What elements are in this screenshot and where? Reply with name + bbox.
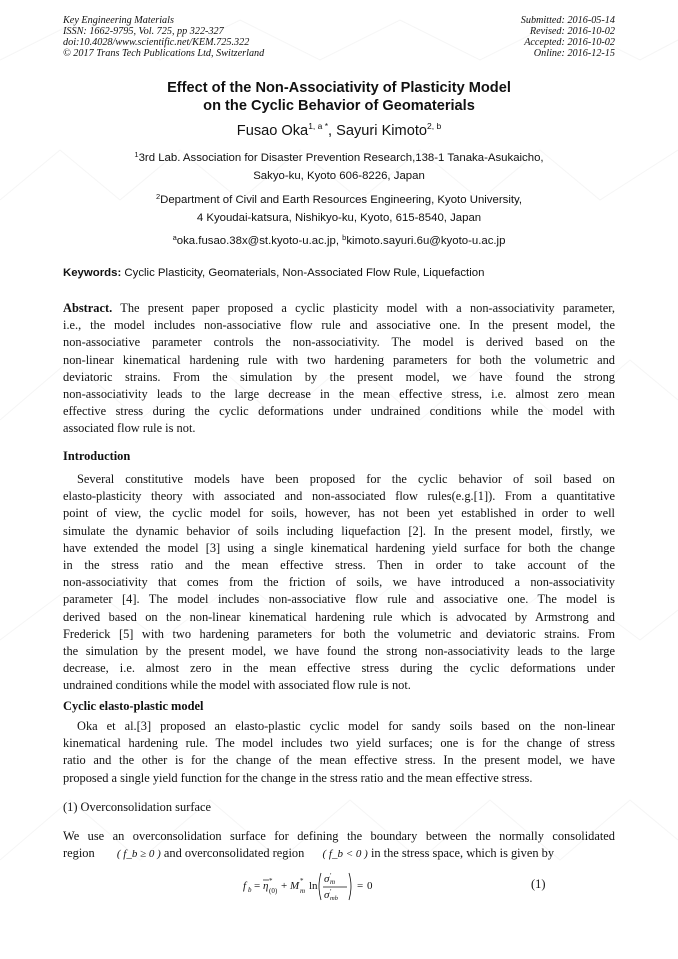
overconsolidation-line: We use an overconsolidation surface for defining the boundary between the normally consolidated [63,829,615,843]
cyclic-model-paragraph [63,718,615,787]
overconsolidation-text: and overconsolidated region [163,846,305,861]
author-emails [40,229,638,251]
introduction-paragraph [63,471,615,694]
svg-text:′: ′ [330,888,332,896]
svg-text:*: * [300,877,304,885]
introduction-line: Several constitutive models have been proposed for the cyclic behavior of soil based on [77,472,615,486]
overconsolidated-condition: ( f_b < 0 ) [322,848,368,861]
introduction-line: decrease, i.e. almost zero in the mean effective stress during the cyclic deformations under [63,661,615,676]
svg-text:M: M [290,880,300,892]
svg-text:+: + [281,880,288,892]
svg-text:′: ′ [330,872,332,880]
svg-text:m: m [300,887,306,895]
svg-text:b: b [248,886,252,894]
submission-dates [521,15,615,59]
affiliation-1 [40,146,638,185]
abstract-line: associated flow rule is not. [63,421,196,436]
abstract-line: non-associative parameter controls the non-associativity. The model is derived based on the [63,335,615,350]
title-line-1: Effect of the Non-Associativity of Plasticity Model [167,80,511,96]
cyclic-model-line: Oka et al.[3] proposed an elasto-plastic cyclic model for sandy soils based on the non-linear [77,719,615,733]
section-heading-introduction: Introduction [63,449,131,463]
date-submitted: Submitted: 2016-05-14 [520,15,615,26]
section-heading-cyclic-model: Cyclic elasto-plastic model [63,699,204,713]
keywords-label: Keywords: [63,267,122,279]
abstract-line: i.e., the model includes non-associative flow rule and associative one. In the present model, the [63,318,615,333]
author-name: Sayuri Kimoto [336,123,427,139]
title-line-2: on the Cyclic Behavior of Geomaterials [203,97,475,114]
introduction-line: have extended the model [3] using a single kinematical hardening yield surface for both the change [63,540,615,555]
abstract-line: deviatoric strains. From the simulation by the present model, we have found the strong [63,369,615,384]
cyclic-model-line: proposed a single yield function for the change in the stress ratio and the mean effective stress. [63,770,533,785]
cyclic-model-line: kinematical hardening rule. The model includes two yield surfaces; one is for the change of stress [63,736,615,751]
abstract-paragraph [63,300,615,438]
introduction-line: in the stress ratio and the mean effective stress. Then in order to take account of the [63,557,615,572]
introduction-line: elasto-plasticity theory with associated and non-associated flow rules(e.g.[1]). From a quantitative [63,489,615,504]
date-online: Online: 2016-12-15 [533,48,615,59]
author-separator: , [328,123,337,139]
svg-text:σ: σ [324,889,330,901]
affiliation-line: 4 Kyoudai-katsura, Nishikyo-ku, Kyoto, 615-8540, Japan [196,211,482,224]
author-name: Fusao Oka [236,123,309,139]
svg-text:=: = [254,880,261,892]
email-address[interactable]: oka.fusao.38x@st.kyoto-u.ac.jp, [176,235,343,247]
svg-text:f: f [243,880,247,892]
abstract-line: non-linear kinematical hardening rule with two hardening parameters for both the volumetric and [63,352,615,367]
overconsolidation-paragraph [63,828,615,862]
svg-text:m: m [330,878,336,886]
abstract-line: The present paper proposed a cyclic plasticity model with a non-associativity parameter, [112,301,615,315]
overconsolidation-text: region [63,846,95,861]
overconsolidation-text: in the stress space, which is given by [370,846,555,861]
paper-title [40,80,638,115]
journal-metadata [63,15,264,59]
email-mark: b [342,233,347,242]
author-affiliation-mark: 1, a * [308,121,329,131]
svg-text:η: η [263,880,269,892]
author-list [40,117,638,140]
cyclic-model-line: ratio and the other is for the change of the mean effective stress. In the present model, we have [63,753,615,768]
introduction-line: undrained conditions while the model with associated flow rule is not. [63,678,411,693]
date-revised: Revised: 2016-10-02 [529,26,615,37]
equation-1-formula [243,869,383,903]
journal-name: Key Engineering Materials [63,15,174,26]
author-affiliation-mark: 2, b [427,121,442,131]
introduction-line: the simulation by the present model, we have found the strong non-associativity leads to the large [63,643,615,658]
introduction-line: Frederick [5] with two hardening parameters for both the volumetric and deviatoric strains. From [63,626,615,641]
keywords-text: Cyclic Plasticity, Geomaterials, Non-Associated Flow Rule, Liquefaction [121,267,485,279]
overconsolidation-line [63,845,615,862]
introduction-line: parameter [4]. The model includes non-associative flow rule and associative one. The model is [63,592,615,607]
affiliation-line: Department of Civil and Earth Resources Engineering, Kyoto University, [160,194,523,206]
normally-consolidated-condition: ( f_b ≥ 0 ) [116,848,161,861]
date-accepted: Accepted: 2016-10-02 [524,37,615,48]
svg-text:mb: mb [330,895,338,902]
journal-copyright: © 2017 Trans Tech Publications Ltd, Switzerland [63,48,265,59]
svg-text:0: 0 [367,880,373,892]
email-mark: a [172,233,177,242]
equation-number: (1) [531,877,546,891]
journal-doi: doi:10.4028/www.scientific.net/KEM.725.322 [63,37,250,48]
svg-text:(0): (0) [269,887,278,895]
abstract-line: effective stress during the cyclic deformations under undrained conditions while the model with [63,404,615,419]
introduction-line: simulate the dynamic behavior of soils including liquefaction [2]. In the present model, firstly, we [63,523,615,538]
affiliation-line: Sakyo-ku, Kyoto 606-8226, Japan [253,169,425,182]
affiliation-line: 3rd Lab. Association for Disaster Prevention Research,138-1 Tanaka-Asukaicho, [138,152,544,164]
introduction-line: non-associativity that comes from the friction of soils, we have introduced a non-associativity [63,575,615,590]
svg-text:σ: σ [324,873,330,885]
affiliation-2 [40,188,638,227]
introduction-line: derived based on the non-linear kinematical hardening rule which is advocated by Armstrong and [63,609,615,624]
subsection-heading-overconsolidation: (1) Overconsolidation surface [63,800,211,814]
email-address[interactable]: kimoto.sayuri.6u@kyoto-u.ac.jp [346,235,506,247]
abstract-line: non-associativity leads to the large decrease in the mean effective stress, i.e. almost zero mean [63,386,615,401]
affiliation-mark: 1 [134,150,139,159]
svg-text:ln: ln [309,880,318,892]
svg-text:=: = [357,880,364,892]
journal-issn: ISSN: 1662-9795, Vol. 725, pp 322-327 [63,26,224,37]
keywords [63,266,484,280]
abstract-label: Abstract. [63,301,113,315]
svg-text:*: * [269,877,273,885]
introduction-line: point of view, the cyclic model for soils, however, has not been yet established in order to well [63,506,615,521]
affiliation-mark: 2 [155,192,161,201]
